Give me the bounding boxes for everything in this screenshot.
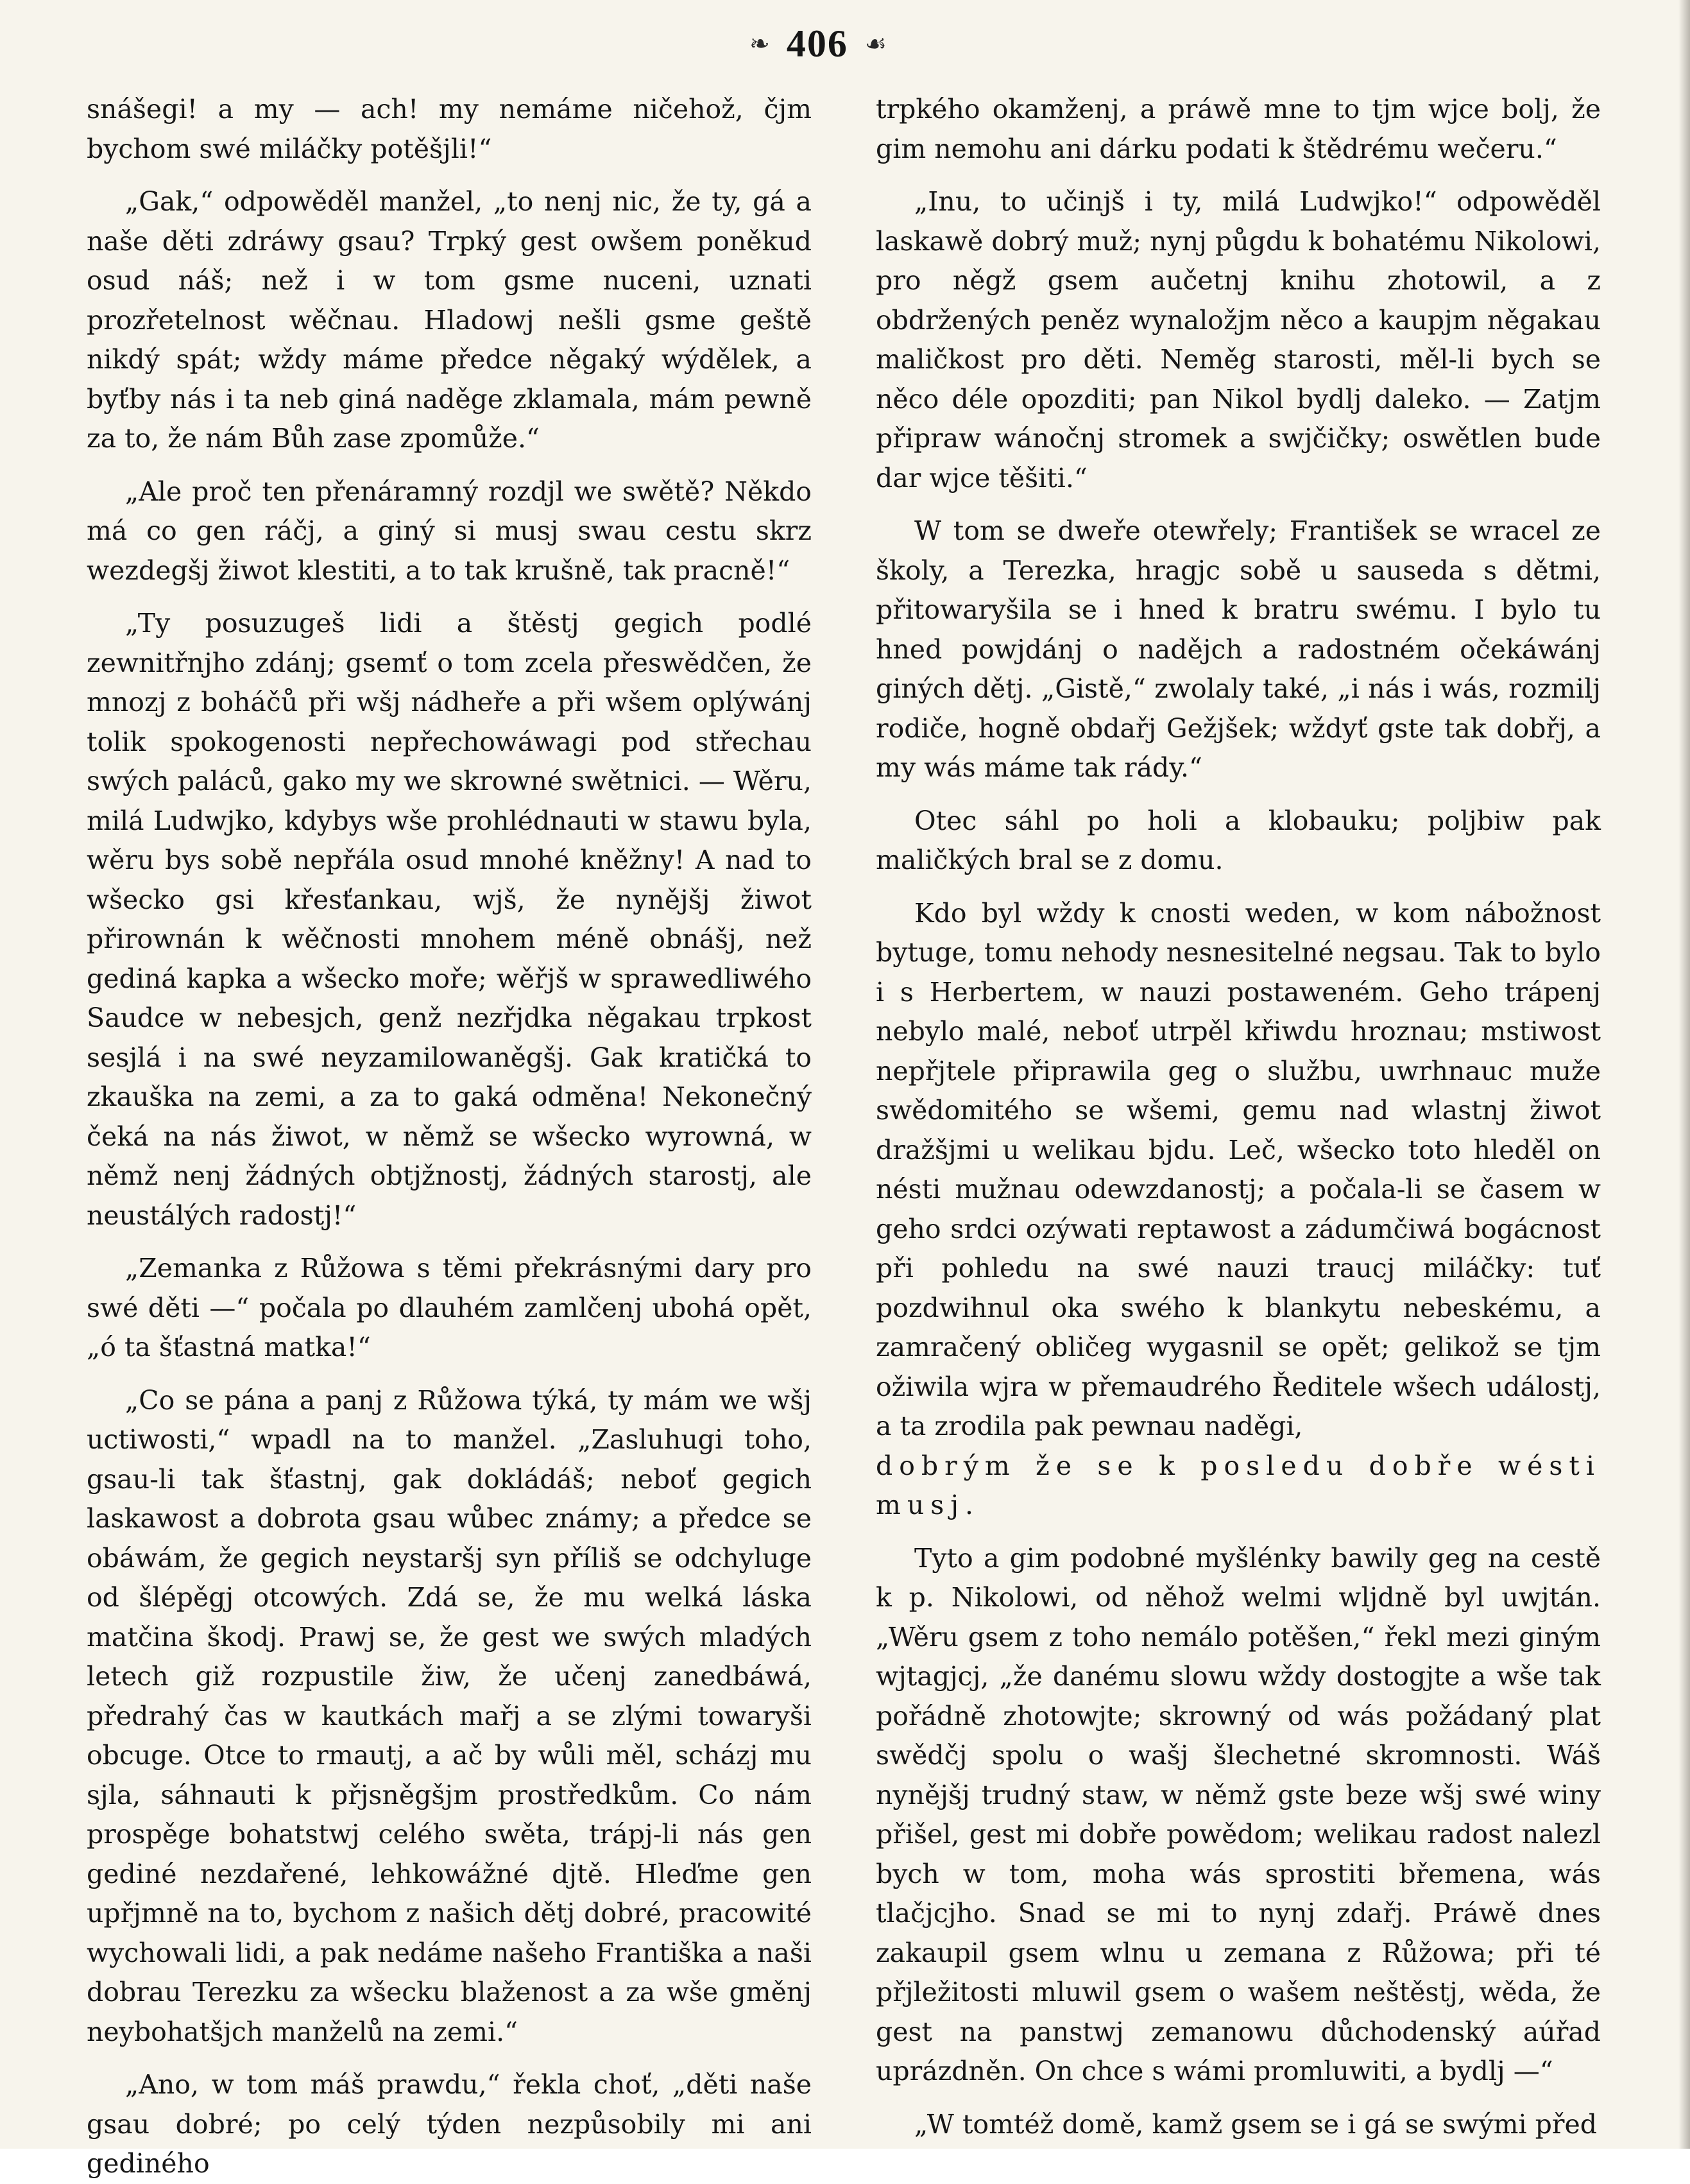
right-column [876, 90, 1601, 2140]
paragraph: „Ale proč ten přenáramný rozdjl we swětě? Někdo má co gen ráčj, a giný si musj swau cestu skrz wezdegšj žiwot klestiti, a to tak krušně, tak pracně!“ [87, 476, 812, 586]
paragraph: „Inu, to učinjš i ty, milá Ludwjko!“ odpowěděl laskawě dobrý muž; nynj půgdu k bohatému Nikolowi, pro něgž gsem aučetnj knihu zhotowil, a z obdržených peněz wynaložjm něco a kaupjm něgakau maličkost pro děti. Neměg starosti, měl-li bych se něco déle opozditi; pan Nikol bydlj daleko. — Zatjm připraw wánočnj stromek a swjčičky; oswětlen bude dar wjce těšiti.“ [876, 186, 1601, 494]
paragraph: snášegi! a my — ach! my nemáme ničehož, čjm bychom swé miláčky potěšjli!“ [87, 94, 812, 164]
paragraph: trpkého okamženj, a práwě mne to tjm wjce bolj, že gim nemohu ani dárku podati k štědrému wečeru.“ [876, 94, 1601, 164]
paragraph: „Gak,“ odpowěděl manžel, „to nenj nic, že ty, gá a naše děti zdráwy gsau? Trpký gest owšem poněkud osud náš; než i w tom gsme nuceni, uznati prozřetelnost wěčnau. Hladowj nešli gsme geště nikdý spát; wždy máme předce něgaký wýdělek, a byťby nás i ta neb giná naděge zklamala, mám pewně za to, že nám Bůh zase zpomůže.“ [87, 186, 812, 454]
left-ornament-icon: ❧ [749, 30, 770, 58]
right-ornament-icon: ☙ [864, 30, 887, 58]
page-number: 406 [786, 22, 848, 65]
paragraph: „Co se pána a panj z Růžowa týká, ty mám we wšj uctiwosti,“ wpadl na to manžel. „Zasluhugi toho, gsau-li tak šťastnj, gak dokládáš; neboť gegich laskawost a dobrota gsau wůbec známy; a předce se obáwám, že gegich neystaršj syn příliš se odchyluge od šlépěgj otcowých. Zdá se, že mu welká láska matčina škodj. Prawj se, že gest we swých mladých letech giž rozpustile žiw, že učenj zanedbáwá, předrahý čas w kautkách mařj a se zlými towaryši obcuge. Otce to rmautj, a ač by wůli měl, scházj mu sjla, sáhnauti k přjsněgšjm prostředkům. Co nám prospěge bohatstwj celého swěta, trápj-li nás gen gediné nezdařené, lehkowážné djtě. Hleďme gen upřjmně na to, bychom z našich dětj dobré, pracowité wychowali lidi, a pak nedáme našeho Františka a naši dobrau Terezku za wšecku blaženost a za wše gměnj neybohatšjch manželů na zemi.“ [87, 1384, 812, 2047]
paragraph: Kdo byl wždy k cnosti weden, w kom nábožnost bytuge, tomu nehody nesnesitelné negsau. Tak to bylo i s Herbertem, w nauzi postaweném. Geho trápenj nebylo malé, neboť utrpěl křiwdu hroznau; mstiwost nepřjtele připrawila geg o službu, uwrhnauc muže swědomitého se wšemi, gemu nad wlastnj žiwot dražšjmi u welikau bjdu. Leč, wšecko toto hleděl on nésti mužnau odewzdanostj; a počala-li se časem w geho srdci ozýwati reptawost a zádumčiwá bogácnost při pohledu na swé nauzi traucj miláčky: tuť pozdwihnul oka swého k blankytu nebeskému, a zamračený obličeg wygasnil se opět; gelikož se tjm ožiwila wjra w přemaudrého Ředitele wšech událostj, a ta zrodila pak pewnau naděgi, [876, 897, 1601, 1441]
paragraph: W tom se dweře otewřely; František se wracel ze školy, a Terezka, hragjc sobě u sauseda s dětmi, přitowaryšila se i hned k bratru swému. I bylo tu hned powjdánj o nadějch a radostném očekáwánj giných dětj. „Gistě,“ zwolaly také, „i nás i wás, rozmilj rodiče, hogně obdařj Gežjšek; wždyť gste tak dobřj, a my wás máme tak rády.“ [876, 515, 1601, 783]
paragraph: Otec sáhl po holi a klobauku; poljbiw pak maličkých bral se z domu. [876, 805, 1601, 875]
paragraph: Tyto a gim podobné myšlénky bawily geg na cestě k p. Nikolowi, od něhož welmi wljdně byl uwjtán. „Wěru gsem z toho nemálo potěšen,“ řekl mezi giným wjtagjcj, „že danému slowu wždy dostogjte a wše tak pořádně zhotowjte; skrowný od wás požádaný plat swědčj spolu o wašj šlechetné skromnosti. Wáš nynějšj trudný staw, w němž gste beze wšj swé winy přišel, gest mi dobře powědom; welikau radost nalezl bych w tom, moha wás sprostiti břemena, wás tlačjcjho. Snad se mi to nynj zdařj. Práwě dnes zakaupil gsem wlnu u zemana z Růžowa; při té přjležitosti mluwil gsem o wašem neštěstj, wěda, že gest na panstwj zemanowu důchodenský aúřad uprázdněn. On chce s wámi promluwiti, a bydlj —“ [876, 1542, 1601, 2086]
emphasized-line: dobrým že se k posledu dobře wésti musj. [876, 1450, 1601, 1520]
page-edge-shadow [1678, 0, 1690, 2149]
left-column [87, 90, 812, 2179]
paragraph: „W tomtéž domě, kamž gsem se i gá se swými před [914, 2108, 1597, 2140]
paragraph: „Ano, w tom máš prawdu,“ řekla choť, „děti naše gsau dobré; po celý týden nezpůsobily mi ani gedinéhо [87, 2069, 812, 2179]
page-header [696, 18, 940, 69]
paragraph: „Ty posuzugeš lidi a štěstj gegich podlé zewnitřnjho zdánj; gsemť o tom zcela přeswědčen, že mnozj z boháčů při wšj nádheře a při wšem oplýwánj tolik spokogenosti nepřechowáwagi pod střechau swých paláců, gako my we skrowné swětnici. — Wěru, milá Ludwjko, kdybys wše prohlédnauti w stawu byla, wěru bys sobě nepřála osud mnohé kněžny! A nad to wšecko gsi křesťankau, wjš, že nynějšj žiwot přirownán k wěčnosti mnohem méně obnášj, než gediná kapka a wšecko moře; wěřjš w sprawedliwého Saudce w nebesjch, genž nezřjdka něgakau trpkost sesjlá i na swé neyzamilowaněgšj. Gak kratičká to zkauška na zemi, a za to gaká odměna! Nekonečný čeká na nás žiwot, w němž se wšecko wyrowná, w němž nenj žádných obtjžnostj, žádných starostj, ale neustálých radostj!“ [87, 608, 812, 1231]
paragraph: „Zemanka z Růžowa s těmi překrásnými dary pro swé děti —“ počala po dlauhém zamlčenj ubohá opět, „ó ta šťastná matka!“ [87, 1253, 812, 1363]
